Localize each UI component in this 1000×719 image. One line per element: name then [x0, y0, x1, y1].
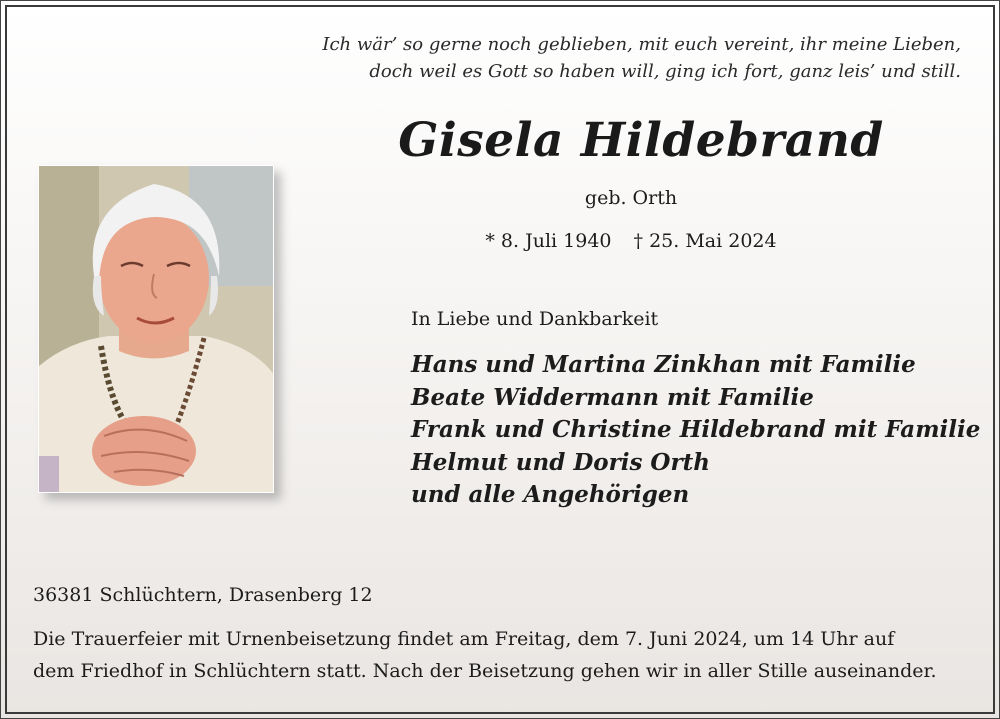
mourners-list [411, 349, 980, 512]
thanks-intro: In Liebe und Dankbarkeit [411, 308, 659, 330]
notice-line-2: dem Friedhof in Schlüchtern statt. Nach der Beisetzung gehen wir in aller Stille auseinander. [33, 660, 937, 682]
deceased-name: Gisela Hildebrand [398, 113, 884, 168]
mourner-line: Frank und Christine Hildebrand mit Familie [411, 416, 981, 443]
born-name: geb. Orth [584, 187, 678, 209]
verse-line-2: doch weil es Gott so haben will, ging ich fort, ganz leis’ und still. [369, 61, 961, 82]
mourner-line: Beate Widdermann mit Familie [411, 383, 814, 411]
life-dates [421, 230, 841, 252]
birth-date: * 8. Juli 1940 [485, 230, 612, 252]
funeral-notice [33, 623, 973, 687]
verse [251, 31, 961, 85]
mourner-line: Helmut und Doris Orth [411, 448, 710, 476]
verse-line-1: Ich wär’ so gerne noch geblieben, mit euch vereint, ihr meine Lieben, [322, 34, 961, 55]
portrait-photo-icon [38, 165, 274, 493]
address: 36381 Schlüchtern, Drasenberg 12 [33, 584, 373, 606]
mourner-line: Hans und Martina Zinkhan mit Familie [411, 351, 916, 378]
mourner-line: und alle Angehörigen [411, 481, 690, 508]
notice-line-1: Die Trauerfeier mit Urnenbeisetzung findet am Freitag, dem 7. Juni 2024, um 14 Uhr auf [33, 628, 895, 650]
death-date: † 25. Mai 2024 [633, 230, 777, 252]
